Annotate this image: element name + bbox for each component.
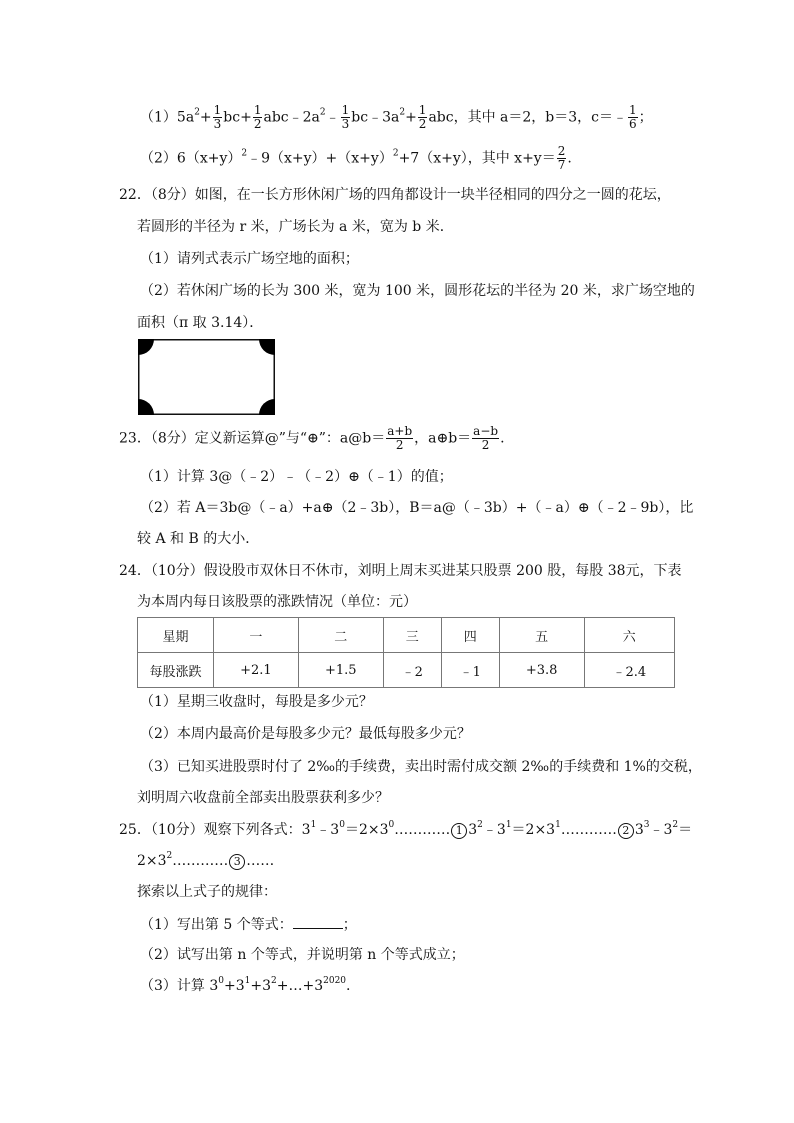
fraction: $\frac{a-b}{2}$ xyxy=(473,424,499,452)
stock-table xyxy=(137,617,675,688)
q24-line2: 为本周内每日该股票的涨跌情况（单位：元） xyxy=(137,594,417,610)
table-cell: 六 xyxy=(584,618,674,653)
fraction: $\frac{1}{2}$ xyxy=(418,103,427,131)
q25-explore: 探索以上式子的规律： xyxy=(137,884,277,900)
q25-part3: （3）计算 $3^0+3^1+3^2+\dots+3^{2020}$. xyxy=(140,976,351,994)
q21-part1: $(1)5a^2+$ $\frac{1}{3}$ bc+ $\frac{1}{2}$ $abc﹣2a^2﹣$ $\frac{1}{3}$ $bc﹣3a^2+$ $\frac{1}{2}$ abc，其中 a＝2，b＝3，c＝﹣ $\frac{1}{6}$ ； xyxy=(140,103,653,131)
q25-part1: （1）写出第 5 个等式： ； xyxy=(140,914,357,935)
q22-part2b: 面积（π 取 3.14）． xyxy=(137,315,264,331)
q24-part3b: 刘明周六收盘前全部卖出股票获利多少？ xyxy=(137,790,389,806)
table-cell: 五 xyxy=(499,618,584,653)
table-cell: +1.5 xyxy=(298,653,383,688)
fraction: $\frac{1}{2}$ xyxy=(253,103,262,131)
plaza-figure xyxy=(138,339,275,415)
fraction: $\frac{a+b}{2}$ xyxy=(387,424,413,452)
table-cell: 二 xyxy=(298,618,383,653)
fraction: $\frac{1}{3}$ xyxy=(341,103,350,131)
q25-line2: $2\times 3^2\dots\dots\dots\dots$ 3 …… xyxy=(137,851,275,869)
table-cell: 三 xyxy=(383,618,441,653)
q24-part1: （1）星期三收盘时，每股是多少元？ xyxy=(140,694,373,710)
q23-line1: 23．（8分）定义新运算@”与“⊕”：a@b＝ $\frac{a+b}{2}$ ，a⊕b＝ $\frac{a-b}{2}$ . xyxy=(119,424,505,452)
q22-line2: 若圆形的半径为 r 米，广场长为 a 米，宽为 b 米． xyxy=(137,219,454,235)
q24-part2: （2）本周内最高价是每股多少元？最低每股多少元？ xyxy=(140,726,471,742)
answer-blank[interactable] xyxy=(293,914,343,929)
table-row xyxy=(138,618,675,653)
table-cell: ﹣2 xyxy=(383,653,441,688)
q25-line1: 25．（10分）观察下列各式：$3^1﹣3^0=2\times 3^0\dots\dots\dots\dots$ 1 $3^2﹣3^1=2\times 3^1\dots\dots\dots\dots$ 2 $3^3﹣3^2=$ xyxy=(119,820,693,838)
q22-part2a: （2）若休闲广场的长为 300 米，宽为 100 米，圆形花坛的半径为 20 米，求广场空地的 xyxy=(140,283,695,299)
fraction: $\frac{2}{7}$ xyxy=(557,144,566,172)
table-cell: 一 xyxy=(214,618,299,653)
table-cell: 四 xyxy=(441,618,499,653)
table-cell: ﹣1 xyxy=(441,653,499,688)
q24-line1: 24．（10分）假设股市双休日不休市，刘明上周末买进某只股票 200 股，每股 38元，下表 xyxy=(119,563,682,579)
table-cell: ﹣2.4 xyxy=(584,653,674,688)
q25-part2: （2）试写出第 n 个等式，并说明第 n 个等式成立； xyxy=(140,947,465,963)
q22-line1: 22．（8分）如图，在一长方形休闲广场的四角都设计一块半径相同的四分之一圆的花坛， xyxy=(119,187,671,203)
q23-part2b: 较 A 和 B 的大小． xyxy=(137,531,260,547)
table-cell: 每股涨跌 xyxy=(138,653,214,688)
table-row xyxy=(138,653,675,688)
fraction: $\frac{1}{6}$ xyxy=(629,103,637,131)
table-cell: +3.8 xyxy=(499,653,584,688)
circled-number: 2 xyxy=(618,823,634,839)
fraction: $\frac{1}{3}$ xyxy=(213,103,222,131)
table-cell: +2.1 xyxy=(214,653,299,688)
circled-number: 3 xyxy=(229,854,245,870)
q23-part2a: （2）若 A＝3b@（﹣a）+a⊕（2﹣3b），B＝a@（﹣3b）+（﹣a）⊕（﹣2﹣9b），比 xyxy=(140,500,694,516)
q21-part2: $(2)6(x+y)^2﹣9(x+y)+(x+y)^2+7(x+y)$，其中 x+y＝ $\frac{2}{7}$ . xyxy=(140,144,572,172)
circled-number: 1 xyxy=(451,823,467,839)
table-cell: 星期 xyxy=(138,618,214,653)
q23-part1: （1）计算 3@（﹣2）﹣（﹣2）⊕（﹣1）的值； xyxy=(140,469,453,485)
q22-part1: （1）请列式表示广场空地的面积； xyxy=(140,251,359,267)
plaza-rect xyxy=(139,340,275,415)
q24-part3a: （3）已知买进股票时付了 2‰的手续费，卖出时需付成交额 2‰的手续费和 1%的交税， xyxy=(140,759,702,775)
